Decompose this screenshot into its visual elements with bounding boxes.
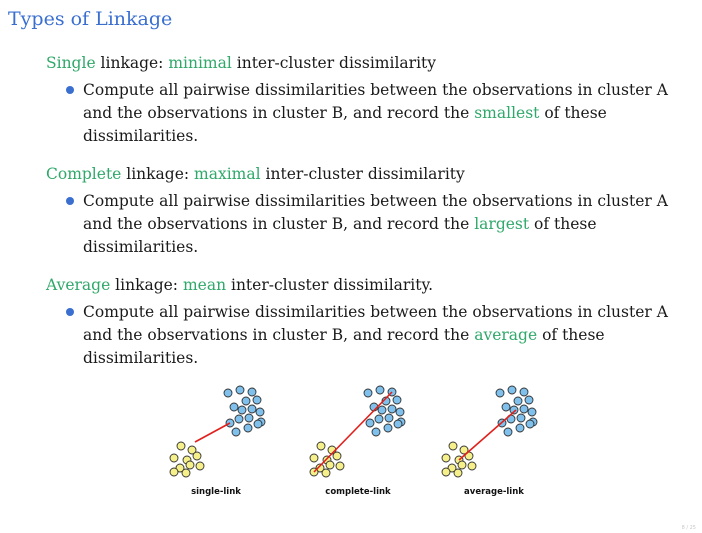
cluster-b-point [364, 389, 372, 397]
bullet-key: smallest [474, 104, 540, 122]
cluster-b-point [526, 420, 534, 428]
cluster-a-point [196, 462, 204, 470]
cluster-a-point [449, 442, 457, 450]
cluster-a-point [322, 469, 330, 477]
figure-label-single: single-link [191, 487, 241, 497]
bullet-item [46, 79, 673, 148]
cluster-a-point [317, 442, 325, 450]
heading-text: linkage: [121, 165, 195, 183]
cluster-a-point [326, 461, 334, 469]
linkage-key: minimal [168, 54, 232, 72]
bullet-item [46, 301, 673, 370]
cluster-diagram-complete [310, 386, 405, 477]
cluster-a-point [170, 454, 178, 462]
cluster-b-point [254, 420, 262, 428]
heading-rest: inter-cluster dissimilarity [260, 165, 465, 183]
section-heading [46, 163, 686, 185]
cluster-b-point [245, 414, 253, 422]
cluster-diagram-single [170, 386, 265, 477]
cluster-a-point [193, 452, 201, 460]
cluster-a-point [468, 462, 476, 470]
bullet-text-end: of these dissimilarities. [83, 215, 597, 256]
cluster-b-point [230, 403, 238, 411]
bullet-item [46, 190, 673, 259]
section-heading [46, 52, 686, 74]
bullet-dot-icon [66, 197, 74, 205]
section-complete-linkage [46, 163, 686, 259]
cluster-b-point [496, 389, 504, 397]
section-average-linkage [46, 274, 686, 370]
cluster-b-point [517, 414, 525, 422]
cluster-b-point [238, 406, 246, 414]
linkage-term: Complete [46, 165, 122, 183]
cluster-b-point [235, 415, 243, 423]
bullet-key: average [474, 326, 538, 344]
bullet-text-end: of these dissimilarities. [83, 326, 605, 367]
linkage-figure [160, 380, 560, 505]
linkage-line [195, 423, 230, 442]
figure-label-complete: complete-link [325, 487, 391, 497]
cluster-b-point [248, 388, 256, 396]
cluster-b-point [224, 389, 232, 397]
cluster-b-point [516, 424, 524, 432]
cluster-b-point [253, 396, 261, 404]
cluster-b-point [244, 424, 252, 432]
cluster-a-point [333, 452, 341, 460]
section-heading [46, 274, 686, 296]
linkage-term: Average [46, 276, 111, 294]
cluster-b-point [372, 428, 380, 436]
cluster-b-point [528, 408, 536, 416]
cluster-b-point [393, 396, 401, 404]
heading-rest: inter-cluster dissimilarity [231, 54, 437, 72]
section-single-linkage [46, 52, 686, 148]
cluster-b-point [525, 396, 533, 404]
cluster-b-point [520, 405, 528, 413]
cluster-b-point [375, 415, 383, 423]
cluster-a-point [182, 469, 190, 477]
linkage-term: Single [46, 54, 96, 72]
bullet-text: Compute all pairwise dissimilarities between the observations in cluster A and the observations in cluster B, and record the [83, 303, 668, 344]
cluster-a-point [336, 462, 344, 470]
cluster-a-point [454, 469, 462, 477]
cluster-b-point [385, 414, 393, 422]
cluster-b-point [504, 428, 512, 436]
cluster-b-point [396, 408, 404, 416]
figure-label-average: average-link [464, 487, 524, 497]
cluster-b-point [248, 405, 256, 413]
cluster-a-point [177, 442, 185, 450]
cluster-b-point [520, 388, 528, 396]
heading-rest: inter-cluster dissimilarity. [226, 276, 434, 294]
bullet-dot-icon [66, 308, 74, 316]
bullet-key: largest [474, 215, 530, 233]
bullet-dot-icon [66, 86, 74, 94]
cluster-b-point [376, 386, 384, 394]
slide-title: Types of Linkage [8, 8, 173, 30]
linkage-key: maximal [194, 165, 261, 183]
cluster-a-point [458, 461, 466, 469]
bullet-text-end: of these dissimilarities. [83, 104, 607, 145]
cluster-a-point [442, 468, 450, 476]
heading-text: linkage: [95, 54, 169, 72]
cluster-a-point [442, 454, 450, 462]
cluster-b-point [236, 386, 244, 394]
cluster-diagram-average [442, 386, 537, 477]
cluster-a-point [186, 461, 194, 469]
bullet-text: Compute all pairwise dissimilarities between the observations in cluster A and the observations in cluster B, and record the [83, 192, 668, 233]
linkage-key: mean [182, 276, 227, 294]
cluster-b-point [508, 386, 516, 394]
cluster-b-point [378, 406, 386, 414]
cluster-b-point [388, 405, 396, 413]
cluster-b-point [514, 397, 522, 405]
cluster-b-point [366, 419, 374, 427]
cluster-b-point [384, 424, 392, 432]
bullet-text: Compute all pairwise dissimilarities between the observations in cluster A and the observations in cluster B, and record the [83, 81, 668, 122]
cluster-b-point [394, 420, 402, 428]
cluster-a-point [310, 454, 318, 462]
cluster-a-point [170, 468, 178, 476]
cluster-b-point [502, 403, 510, 411]
cluster-b-point [232, 428, 240, 436]
heading-text: linkage: [110, 276, 183, 294]
cluster-b-point [256, 408, 264, 416]
page-number: 8 / 25 [681, 525, 696, 531]
cluster-b-point [242, 397, 250, 405]
